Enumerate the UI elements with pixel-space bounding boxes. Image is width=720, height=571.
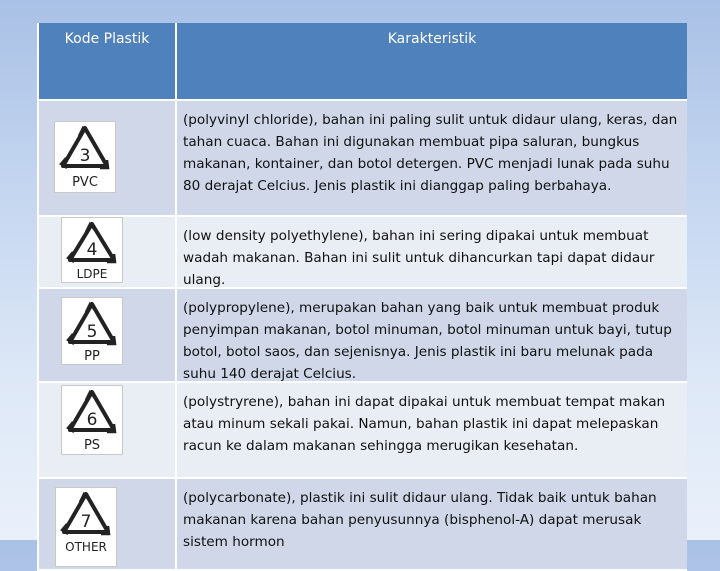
- resin-number: 5: [86, 322, 98, 342]
- resin-code: LDPE: [76, 267, 108, 281]
- characteristics-text: (polystryrene), bahan ini dapat dipakai untuk membuat tempat makan atau minum sekali pakai. Namun, bahan plastik ini dapat melepaskan racun ke dalam makanan sehingga merugikan kesehatan.: [183, 394, 666, 454]
- resin-number: 4: [86, 240, 98, 260]
- resin-number: 6: [86, 410, 98, 430]
- table-row: [39, 101, 687, 217]
- recycle-triangle-icon: [61, 217, 123, 283]
- recycle-triangle-icon: [61, 297, 123, 365]
- recycle-triangle-icon: [61, 385, 123, 455]
- recycle-triangle-icon: [54, 121, 116, 193]
- code-cell: [39, 383, 177, 477]
- table-row: [39, 479, 687, 571]
- header-label-code: Kode Plastik: [64, 31, 150, 47]
- resin-number: 3: [79, 146, 91, 166]
- table-row: [39, 217, 687, 289]
- header-cell-characteristics: [177, 23, 687, 99]
- characteristics-text: (low density polyethylene), bahan ini sering dipakai untuk membuat wadah makanan. Bahan ini sulit untuk dihancurkan tapi dapat didaur ulang.: [183, 228, 655, 288]
- recycle-triangle-icon: [55, 487, 117, 567]
- code-cell: [39, 217, 177, 287]
- characteristics-text: (polypropylene), merupakan bahan yang baik untuk membuat produk penyimpan makanan, botol minuman, botol minuman untuk bayi, tutup botol, botol saos, dan sejenisnya. Jenis plastik ini baru melunak pada suhu 140 derajat Celcius.: [183, 300, 672, 382]
- code-cell: [39, 101, 177, 215]
- resin-code: OTHER: [65, 540, 107, 554]
- header-cell-code: [39, 23, 177, 99]
- code-cell: [39, 289, 177, 381]
- resin-code: PP: [84, 349, 100, 364]
- resin-number: 7: [80, 512, 92, 532]
- table-row: [39, 289, 687, 383]
- characteristics-text: (polycarbonate), plastik ini sulit didaur ulang. Tidak baik untuk bahan makanan karena bahan penyusunnya (bisphenol-A) dapat merusak sistem hormon: [183, 490, 657, 550]
- table-header: [39, 23, 687, 101]
- characteristics-text: (polyvinyl chloride), bahan ini paling sulit untuk didaur ulang, keras, dan tahan cuaca. Bahan ini digunakan membuat pipa saluran, bungkus makanan, kontainer, dan botol detergen. PVC menjadi lunak pada suhu 80 derajat Celcius. Jenis plastik ini dianggap paling berbahaya.: [183, 112, 678, 194]
- plastic-code-table: [37, 23, 687, 571]
- header-label-characteristics: Karakteristik: [387, 31, 477, 47]
- table-row: [39, 383, 687, 479]
- resin-code: PVC: [72, 175, 98, 190]
- code-cell: [39, 479, 177, 569]
- resin-code: PS: [83, 438, 101, 453]
